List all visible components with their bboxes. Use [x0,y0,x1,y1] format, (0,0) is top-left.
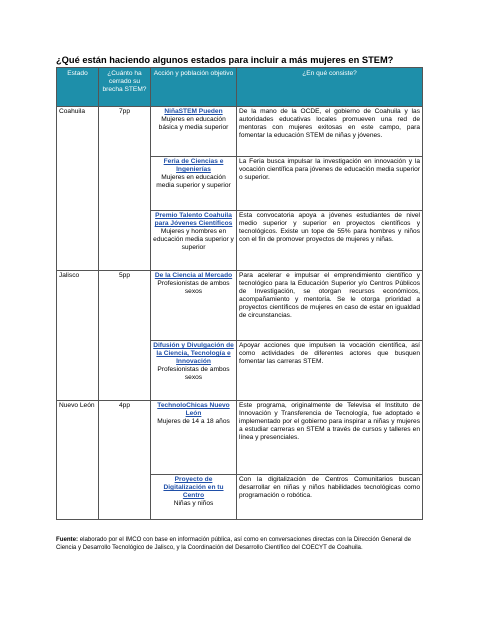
accion-cell [151,475,237,520]
brecha-cell [99,157,151,211]
brecha-cell [99,211,151,271]
estado-cell: Nuevo León [57,401,99,475]
consiste-cell: De la mano de la OCDE, el gobierno de Coahuila y las autoridades educativas locales promueven una red de mentoras con mujeres exitosas en este campo, para fomentar la educación STEM de niñas y jóvenes. [237,107,423,157]
stem-programs-table [56,67,423,520]
table-row [57,107,423,157]
program-population: Mujeres en educación media superior y superior [156,174,231,190]
accion-cell [151,401,237,475]
estado-cell: Jalisco [57,271,99,341]
source-label: Fuente: [56,536,79,543]
program-population: Mujeres y hombres en educación media superior y superior [153,228,234,252]
estado-cell [57,341,99,401]
program-link[interactable]: NiñaSTEM Pueden [164,108,223,115]
program-link[interactable]: Premio Talento Coahuila para Jóvenes Científicos [154,212,233,228]
table-row [57,475,423,520]
table-row [57,401,423,475]
brecha-cell [99,475,151,520]
program-link[interactable]: TechnoloChicas Nuevo León [157,402,230,418]
header-brecha: ¿Cuánto ha cerrado su brecha STEM? [99,68,151,107]
program-link[interactable]: De la Ciencia al Mercado [154,272,233,279]
consiste-cell: Para acelerar e impulsar el emprendimiento científico y tecnológico para la Educación Superior y/o Centros Públicos de Investigación, se otorgan recursos económicos, acompañamiento y mentoría. Se le otorga prioridad a proyectos científicos de mujeres en caso de estar en igualdad de circunstancias. [237,271,423,341]
estado-cell [57,475,99,520]
document-title: ¿Qué están haciendo algunos estados para incluir a más mujeres en STEM? [56,55,394,65]
header-estado: Estado [57,68,99,107]
accion-cell [151,107,237,157]
source-note [56,536,424,551]
brecha-cell [99,341,151,401]
brecha-cell: 5pp [99,271,151,341]
consiste-cell: Apoyar acciones que impulsen la vocación científica, así como actividades de diferentes actores que busquen fomentar las carreras STEM. [237,341,423,401]
program-link[interactable]: Difusión y Divulgación de la Ciencia, Tecnología e Innovación [153,342,234,366]
estado-cell [57,211,99,271]
brecha-cell: 4pp [99,401,151,475]
header-accion: Acción y población objetivo [151,68,237,107]
consiste-cell: Este programa, originalmente de Televisa el Instituto de Innovación y Transferencia de Tecnología, fue adoptado e implementado por el gobierno para inspirar a niñas y mujeres a estudiar carreras en STEM a través de cursos y talleres en línea y presenciales. [237,401,423,475]
program-population: Profesionistas de ambos sexos [157,280,230,296]
accion-cell [151,157,237,211]
table-row [57,341,423,401]
accion-cell [151,211,237,271]
table-row [57,211,423,271]
program-population: Niñas y niños [173,500,214,508]
estado-cell: Coahuila [57,107,99,157]
program-population: Profesionistas de ambos sexos [157,366,230,382]
accion-cell [151,341,237,401]
program-population: Mujeres de 14 a 18 años [157,418,230,426]
consiste-cell: La Feria busca impulsar la investigación en innovación y la vocación científica para jóvenes de educación media superior o superior. [237,157,423,211]
consiste-cell: Con la digitalización de Centros Comunitarios buscan desarrollar en niñas y niños habilidades tecnológicas como programación o robótica. [237,475,423,520]
accion-cell [151,271,237,341]
program-population: Mujeres en educación básica y media superior [158,116,229,132]
estado-cell [57,157,99,211]
header-consiste: ¿En qué consiste? [237,68,423,107]
brecha-cell: 7pp [99,107,151,157]
consiste-cell: Esta convocatoria apoya a jóvenes estudiantes de nivel medio superior y superior en proyectos científicos y tecnológicos. Existe un tope de 55% para hombres y niños con el fin de promover proyectos de mujeres y niñas. [237,211,423,271]
program-link[interactable]: Feria de Ciencias e Ingenierías [163,158,224,174]
source-text: elaborado por el IMCO con base en información pública, así como en conversaciones directas con la Dirección General de Ciencia y Desarrollo Tecnológico de Jalisco, y la Coordinación del Desarrollo Científico del COECYT de Coahuila. [56,536,411,551]
table-row [57,271,423,341]
table-header-row [57,68,423,107]
table-row [57,157,423,211]
program-link[interactable]: Proyecto de Digitalización en tu Centro [163,476,224,500]
